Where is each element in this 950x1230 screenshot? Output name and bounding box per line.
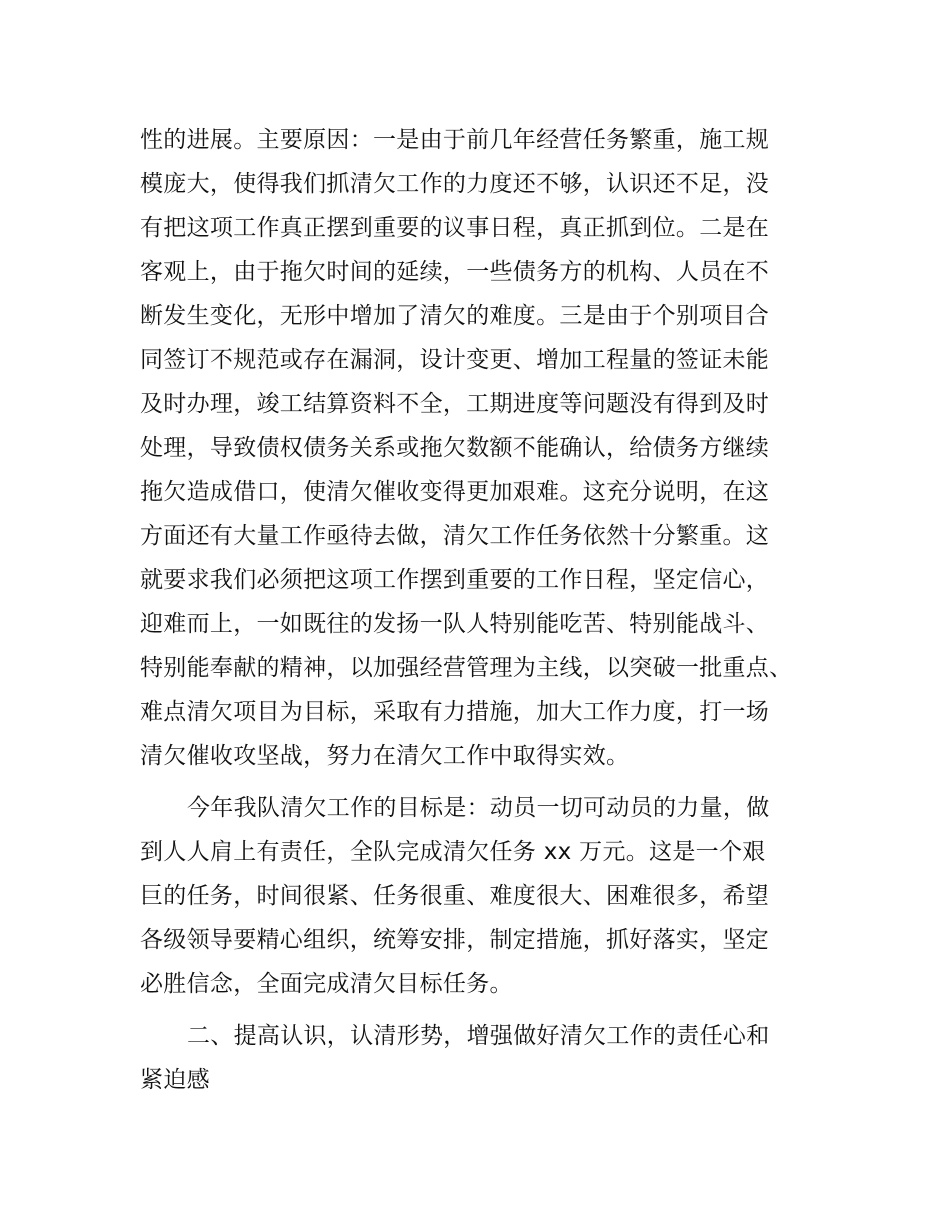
text-line: 各级领导要精心组织，统筹安排，制定措施，抓好落实，坚定 (140, 927, 770, 953)
paragraph-goal (140, 786, 820, 1006)
text-line: 难点清欠项目为目标，采取有力措施，加大工作力度，打一场 (140, 699, 770, 725)
text-line: 特别能奉献的精神，以加强经营管理为主线，以突破一批重点、 (140, 655, 793, 681)
text-line: 拖欠造成借口，使清欠催收变得更加艰难。这充分说明，在这 (140, 479, 770, 505)
text-line: 性的进展。主要原因：一是由于前几年经营任务繁重，施工规 (140, 127, 770, 153)
document-body (140, 118, 820, 1102)
text-line: 及时办理，竣工结算资料不全，工期进度等问题没有得到及时 (140, 391, 770, 417)
text-line: 有把这项工作真正摆到重要的议事日程，真正抓到位。二是在 (140, 215, 770, 241)
text-line: 紧迫感 (140, 1067, 210, 1093)
text-line: 客观上，由于拖欠时间的延续，一些债务方的机构、人员在不 (140, 259, 770, 285)
text-line: 方面还有大量工作亟待去做，清欠工作任务依然十分繁重。这 (140, 523, 770, 549)
text-line: 处理，导致债权债务关系或拖欠数额不能确认，给债务方继续 (140, 435, 770, 461)
text-line: 同签订不规范或存在漏洞，设计变更、增加工程量的签证未能 (140, 347, 770, 373)
text-line: 迎难而上，一如既往的发扬一队人特别能吃苦、特别能战斗、 (140, 611, 770, 637)
text-line: 巨的任务，时间很紧、任务很重、难度很大、困难很多，希望 (140, 883, 770, 909)
text-line: 模庞大，使得我们抓清欠工作的力度还不够，认识还不足，没 (140, 171, 770, 197)
text-line: 到人人肩上有责任，全队完成清欠任务 xx 万元。这是一个艰 (140, 839, 766, 865)
section-heading (140, 1014, 820, 1102)
text-line: 必胜信念，全面完成清欠目标任务。 (140, 971, 513, 997)
text-line: 二、提高认识，认清形势，增强做好清欠工作的责任心和 (187, 1023, 770, 1049)
text-line: 清欠催收攻坚战，努力在清欠工作中取得实效。 (140, 743, 630, 769)
text-line: 断发生变化，无形中增加了清欠的难度。三是由于个别项目合 (140, 303, 770, 329)
text-line: 今年我队清欠工作的目标是：动员一切可动员的力量，做 (187, 795, 770, 821)
text-line: 就要求我们必须把这项工作摆到重要的工作日程，坚定信心， (140, 567, 770, 593)
paragraph-causes (140, 118, 820, 778)
